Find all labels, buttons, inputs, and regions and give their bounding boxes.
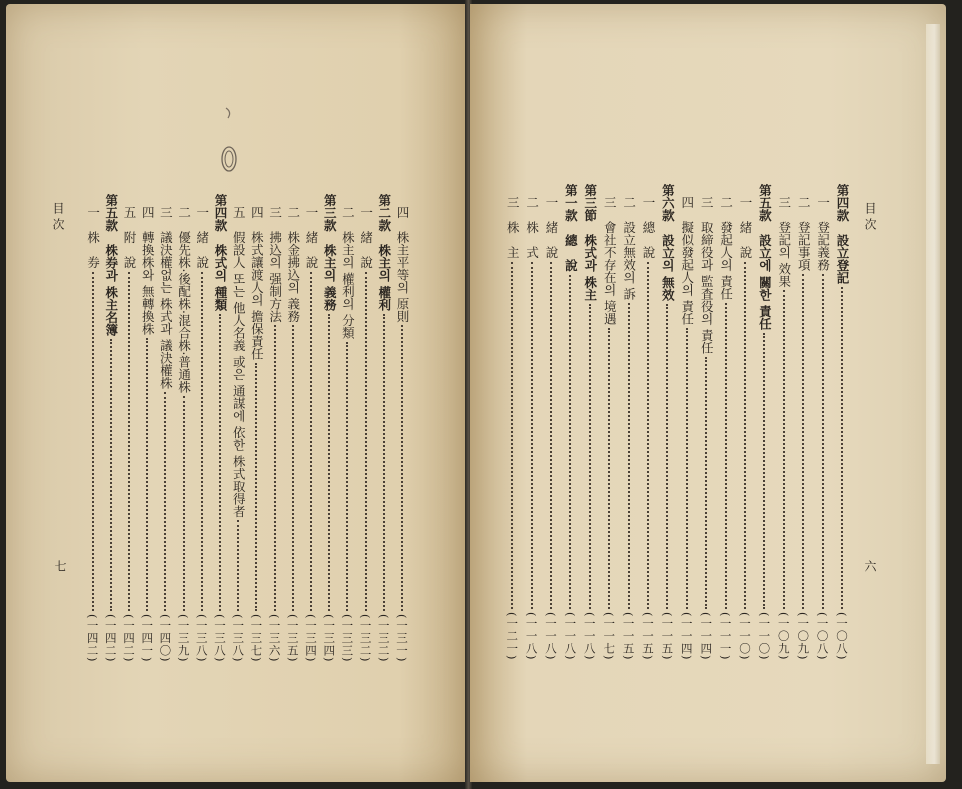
toc-entry-label: 五 假設人 또는 他人名義 或은 通謀에 依한 株式取得者 xyxy=(231,206,247,518)
toc-entry-label: 第四款 設立登記 xyxy=(835,184,850,284)
toc-entry-page: (一四二) xyxy=(122,613,136,662)
toc-entry-label: 第五款 株券과 株主名簿 xyxy=(103,194,119,336)
page-header: 目 次 xyxy=(863,202,877,230)
toc-entry xyxy=(304,206,318,662)
toc-entry-page: (一一七) xyxy=(602,611,617,660)
toc-entry-page: (一三六) xyxy=(267,613,282,662)
toc-entry-label: 三 取締役과 監査役의 責任 xyxy=(699,196,715,354)
toc-entry xyxy=(231,206,245,662)
toc-entry-label: 第五款 設立에 關한 責任 xyxy=(757,184,773,331)
leader-dots xyxy=(744,262,746,609)
leader-dots xyxy=(365,272,367,611)
toc-entry-page: (一一八) xyxy=(582,611,597,660)
toc-entry-page: (一一八) xyxy=(563,611,578,660)
toc-entry-label: 二 株金拂込의 義務 xyxy=(285,206,301,323)
toc-entry-page: (一一五) xyxy=(641,611,655,660)
leader-dots xyxy=(550,262,552,609)
leader-dots xyxy=(310,272,312,611)
toc-entry-page: (一一四) xyxy=(679,611,694,660)
left-page xyxy=(6,4,468,782)
leader-dots xyxy=(255,363,257,611)
leader-dots xyxy=(164,392,166,611)
toc-entry-label: 一 緒 說 xyxy=(544,196,559,259)
toc-section-heading xyxy=(377,194,391,662)
toc-entry-page: (一一五) xyxy=(660,611,675,660)
leader-dots xyxy=(219,314,221,611)
toc-entry xyxy=(719,196,733,660)
pencil-mark xyxy=(216,104,242,184)
toc-entry xyxy=(158,206,172,662)
leader-dots xyxy=(346,342,348,611)
toc-entry-label: 第三節 株式과 株主 xyxy=(582,184,598,301)
leader-dots xyxy=(608,328,610,609)
toc-entry-page: (一三八) xyxy=(213,613,227,662)
toc-entry-page: (一四〇) xyxy=(158,613,173,662)
toc-entry-page: (一三八) xyxy=(231,613,246,662)
toc-entry-label: 一 總 說 xyxy=(641,196,656,259)
toc-entry-label: 一 登記義務 xyxy=(815,196,831,271)
toc-entry-label: 三 拂込의 强制方法 xyxy=(267,206,283,323)
toc-entry xyxy=(195,206,209,662)
toc-entry-label: 二 設立無效의 訴 xyxy=(621,196,637,300)
toc-entry-label: 一 緒 說 xyxy=(304,206,319,269)
toc-entry-label: 第三款 株主의 義務 xyxy=(322,194,338,311)
leader-dots xyxy=(531,262,533,609)
toc-entry-page: (一三八) xyxy=(194,613,209,662)
toc-entry-label: 二 登記事項 xyxy=(796,196,812,271)
toc-entry-label: 二 株主의 權利의 分類 xyxy=(340,206,356,339)
toc-entry xyxy=(699,196,713,660)
toc-entry-label: 一 緒 說 xyxy=(738,196,753,259)
page-number: 七 xyxy=(53,560,67,572)
leader-dots xyxy=(274,325,276,610)
toc-entry-page: (一一四) xyxy=(699,611,714,660)
toc-section-heading xyxy=(583,184,597,660)
toc-entry xyxy=(602,196,616,660)
toc-entry xyxy=(395,206,409,662)
toc-entry-page: (一二一) xyxy=(505,611,520,660)
toc-section-heading xyxy=(757,184,771,660)
leader-dots xyxy=(292,325,294,610)
toc-entry-page: (一三四) xyxy=(322,613,337,662)
leader-dots xyxy=(763,333,765,608)
toc-entry-label: 三 議決權없는 株式과 議決權株 xyxy=(158,206,174,389)
leader-dots xyxy=(569,275,571,609)
toc-entry-page: (一三四) xyxy=(304,613,318,662)
toc-entry-page: (一三二) xyxy=(376,613,391,662)
toc-entry-label: 二 株 式 xyxy=(524,196,540,259)
toc-section-heading xyxy=(104,194,118,662)
toc-entry-label: 第六款 設立의 無效 xyxy=(660,184,676,301)
toc-section-heading xyxy=(563,184,577,660)
toc-entry xyxy=(249,206,263,662)
toc-entry-page: (一三七) xyxy=(249,613,264,662)
toc-entry-page: (一三九) xyxy=(176,613,191,662)
toc-entry-page: (一一〇) xyxy=(738,611,752,660)
toc-entry xyxy=(738,196,752,660)
toc-entry-page: (一一〇) xyxy=(757,611,772,660)
leader-dots xyxy=(822,274,824,609)
toc-entry xyxy=(622,196,636,660)
leader-dots xyxy=(110,339,112,611)
toc-entry-label: 四 擬似發起人의 責任 xyxy=(679,196,695,325)
leader-dots xyxy=(383,314,385,611)
toc-entry xyxy=(641,196,655,660)
toc-entry-label: 一 緒 說 xyxy=(194,206,210,269)
toc-entry-label: 二 優先株·後配株·混合株·普通株 xyxy=(176,206,192,393)
toc-entry xyxy=(544,196,558,660)
toc-section-heading xyxy=(213,194,227,662)
toc-entry-page: (一〇九) xyxy=(796,611,811,660)
toc-entry-page: (一四二) xyxy=(103,613,118,662)
leader-dots xyxy=(783,290,785,608)
toc-entry-label: 四 株主平等의 原則 xyxy=(395,206,410,323)
leader-dots xyxy=(589,304,591,609)
toc-entry-label: 一 株 券 xyxy=(85,206,101,269)
leader-dots xyxy=(237,520,239,610)
leader-dots xyxy=(686,328,688,609)
leader-dots xyxy=(183,396,185,611)
toc-entry-label: 三 會社不存在의 境遇 xyxy=(602,196,618,325)
toc-entry-page: (一三二) xyxy=(358,613,373,662)
toc-entry xyxy=(86,206,100,662)
toc-entry-page: (一三一) xyxy=(395,613,409,662)
toc-entry-label: 三 株 主 xyxy=(505,196,521,259)
toc-entry-page: (一四一) xyxy=(140,613,155,662)
leader-dots xyxy=(146,338,148,611)
toc-entry-label: 第一款 總 說 xyxy=(563,184,579,272)
toc-entry-label: 二 發起人의 責任 xyxy=(718,196,734,300)
leader-dots xyxy=(511,262,513,609)
toc-entry xyxy=(680,196,694,660)
leader-dots xyxy=(128,272,130,611)
toc-entry xyxy=(286,206,300,662)
leader-dots xyxy=(705,357,707,609)
toc-entry xyxy=(816,196,830,660)
leader-dots xyxy=(841,287,843,609)
leader-dots xyxy=(802,274,804,609)
toc-entry-label: 第二款 株主의 權利 xyxy=(376,194,392,311)
leader-dots xyxy=(725,303,727,609)
leader-dots xyxy=(647,262,649,609)
toc-entry-page: (一〇八) xyxy=(815,611,830,660)
leader-dots xyxy=(666,304,668,609)
toc-entry-label: 一 緒 說 xyxy=(358,206,374,269)
toc-entry xyxy=(177,206,191,662)
toc-entry-page: (一三五) xyxy=(285,613,300,662)
toc-section-heading xyxy=(660,184,674,660)
toc-entry-label: 四 株式讓渡人의 擔保責任 xyxy=(249,206,265,360)
toc-entry-page: (一〇八) xyxy=(835,611,849,660)
toc-section-heading xyxy=(322,194,336,662)
toc-entry xyxy=(268,206,282,662)
leader-dots xyxy=(628,303,630,609)
toc-entry-label: 五 附 說 xyxy=(122,206,137,269)
toc-entry-label: 四 轉換株와 無轉換株 xyxy=(140,206,156,335)
toc-entry xyxy=(796,196,810,660)
toc-entry xyxy=(777,196,791,660)
toc-entry-page: (一〇九) xyxy=(776,611,791,660)
toc-section-heading xyxy=(835,184,849,660)
right-page xyxy=(470,4,946,782)
toc-entry-page: (一一八) xyxy=(524,611,539,660)
page-number: 六 xyxy=(863,560,877,572)
toc-entry xyxy=(122,206,136,662)
toc-entry-page: (一三三) xyxy=(340,613,355,662)
leader-dots xyxy=(328,314,330,611)
toc-entry-label: 第四款 株式의 種類 xyxy=(213,194,228,311)
page-header: 目 次 xyxy=(51,202,65,230)
leader-dots xyxy=(201,272,203,611)
leader-dots xyxy=(92,272,94,611)
toc-entry xyxy=(505,196,519,660)
toc-entry-page: (一一五) xyxy=(621,611,636,660)
toc-entry xyxy=(140,206,154,662)
toc-entry xyxy=(359,206,373,662)
toc-entry-label: 三 登記의 效果 xyxy=(776,196,792,288)
toc-entry-page: (一四二) xyxy=(85,613,100,662)
page-edges xyxy=(926,24,940,764)
toc-entry xyxy=(340,206,354,662)
toc-entry-page: (一一八) xyxy=(544,611,558,660)
toc-entry-page: (一一一) xyxy=(718,611,733,660)
leader-dots xyxy=(401,325,403,610)
toc-entry xyxy=(525,196,539,660)
